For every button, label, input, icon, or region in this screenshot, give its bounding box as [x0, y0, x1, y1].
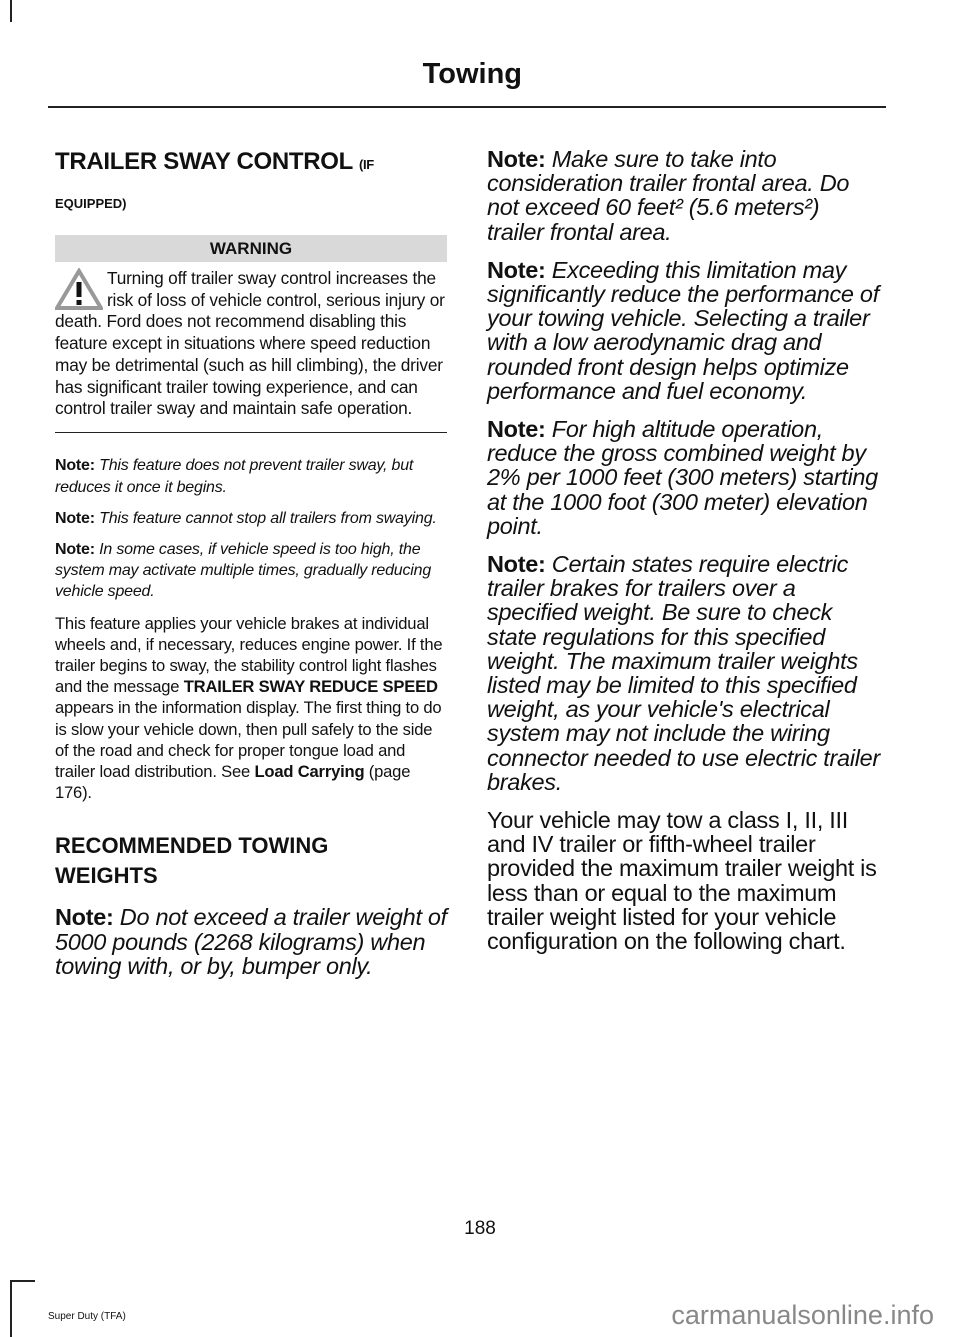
text-segment: Certain states require electric trailer brakes for trailers over a specified weight. Be sure to check state regulations for this specified weight. The maximum trailer weights listed may be limited to this specified weight, as your vehicle's electrical system may not include the wiring connector needed to use electric trailer brakes. — [487, 551, 880, 795]
text-segment: In some cases, if vehicle speed is too high, the system may activate multiple times, gradually reducing vehicle speed. — [55, 541, 432, 601]
header-rule — [48, 106, 886, 108]
text-segment: Do not exceed a trailer weight of 5000 pounds (2268 kilograms) when towing with, or by, bumper only. — [55, 904, 447, 979]
text-segment: Exceeding this limitation may significantly reduce the performance of your towing vehicle. Selecting a trailer with a low aerodynamic drag and rounded front design helps optimize performance and fuel economy. — [487, 256, 879, 404]
section-title: Towing — [422, 58, 522, 90]
heading-suffix: (IF — [358, 157, 374, 172]
page-number: 188 — [464, 1218, 496, 1239]
text-segment: appears in the information display. The first thing to do is slow your vehicle down, then pull safely to the side of the road and check for proper tongue load and trailer load distribution. See — [55, 698, 442, 782]
paragraph — [55, 613, 447, 804]
paragraph — [487, 552, 882, 794]
left-large-notes — [55, 905, 447, 978]
bold-text: TRAILER SWAY REDUCE SPEED — [183, 677, 438, 697]
bold-text: Note: — [487, 416, 552, 443]
bold-text: Load Carrying — [254, 762, 365, 782]
warning-text: Turning off trailer sway control increases the risk of loss of vehicle control, serious injury or death. Ford does not recommend disabling this feature except in situations where speed reduction may be detrimental (such as hill climbing), the driver has significant trailer towing experience, and can control trailer sway and maintain safe operation. — [55, 268, 445, 419]
model-label: Super Duty (TFA) — [48, 1311, 126, 1322]
paragraph — [487, 417, 882, 538]
paragraph — [55, 539, 447, 603]
right-column — [487, 147, 882, 967]
paragraph — [55, 455, 447, 497]
subsection-heading: RECOMMENDED TOWING — [55, 833, 329, 859]
text-segment: This feature does not prevent trailer sway, but reduces it once it begins. — [55, 457, 414, 496]
watermark: carmanualsonline.info — [671, 1300, 934, 1330]
paragraph — [487, 147, 882, 244]
warning-box — [55, 268, 447, 420]
text-segment: (page 176). — [55, 762, 411, 803]
left-column — [55, 148, 447, 992]
paragraph — [55, 508, 447, 529]
crop-mark — [10, 0, 12, 22]
warning-triangle-icon — [55, 268, 103, 310]
bold-text: Note: — [487, 146, 552, 172]
paragraph — [487, 258, 882, 403]
text-segment: Your vehicle may tow a class I, II, III and IV trailer or fifth-wheel trailer provided the maximum trailer weight is less than or equal to the maximum trailer weight listed for your vehicle configuration on the following chart. — [487, 807, 877, 955]
text-segment: For high altitude operation, reduce the gross combined weight by 2% per 1000 feet (300 meters) starting at the 1000 foot (300 meter) elevation point. — [487, 416, 878, 539]
paragraph — [487, 808, 882, 953]
bold-text: Note: — [487, 551, 552, 578]
bold-text: Note: — [55, 457, 100, 475]
bold-text: Note: — [487, 256, 552, 283]
subsection-heading-line2: WEIGHTS — [55, 863, 158, 889]
warning-rule — [55, 432, 447, 434]
bold-text: Note: — [55, 509, 100, 527]
paragraph — [55, 905, 447, 978]
text-segment: Make sure to take into consideration trailer frontal area. Do not exceed 60 feet² (5.6 meters²) trailer frontal area. — [487, 146, 850, 245]
bold-text: Note: — [55, 541, 100, 559]
section-heading — [55, 148, 447, 176]
crop-mark — [10, 1280, 12, 1337]
heading-suffix-line2: EQUIPPED) — [55, 196, 127, 211]
crop-mark — [10, 1280, 35, 1282]
text-segment: This feature applies your vehicle brakes at individual wheels and, if necessary, reduces engine power. If the trailer begins to sway, the stability control light flashes and the message — [55, 613, 443, 697]
bold-text: Note: — [55, 904, 120, 931]
left-paragraphs — [55, 455, 447, 803]
warning-label: WARNING — [55, 235, 447, 262]
text-segment: This feature cannot stop all trailers from swaying. — [99, 509, 437, 527]
heading-text: TRAILER SWAY CONTROL — [55, 148, 353, 175]
